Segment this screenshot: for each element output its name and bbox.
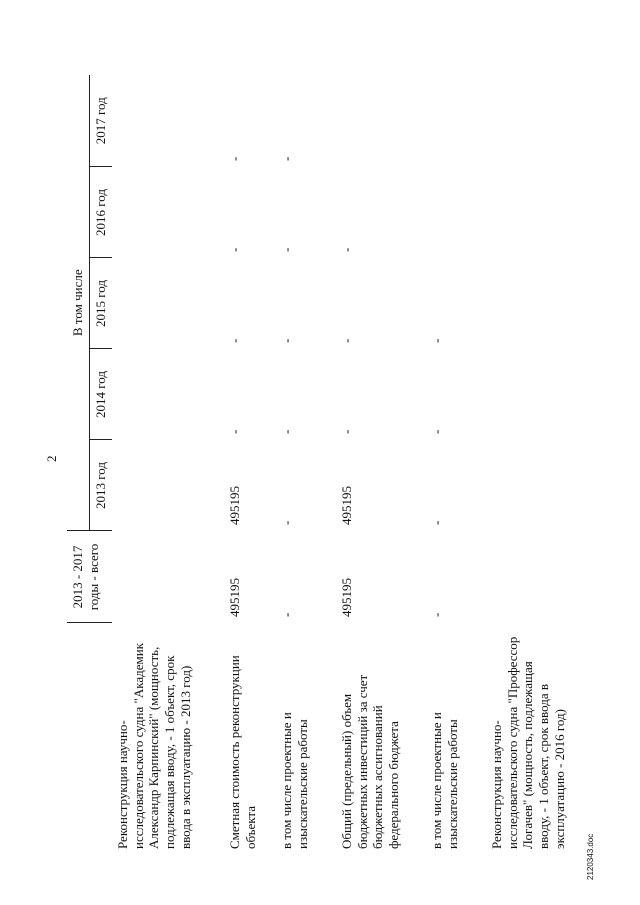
table-row (224, 75, 276, 855)
cell-2014: - (226, 429, 242, 434)
cell-2015: - (428, 338, 444, 343)
cell-2013: 495195 (338, 486, 354, 525)
page-number: 2 (44, 455, 59, 462)
cell-2015: - (226, 338, 242, 343)
table-row (426, 75, 486, 855)
cell-2013: - (428, 520, 444, 525)
cell-2013: - (278, 520, 294, 525)
header-year: 2016 год (89, 167, 111, 258)
cell-2017: - (278, 156, 294, 161)
header-year: 2015 год (89, 258, 111, 349)
table-row (486, 75, 571, 855)
cell-2017 (486, 75, 571, 167)
cell-total (486, 531, 571, 623)
cell-2017: - (226, 156, 242, 161)
cell-2016 (426, 167, 486, 258)
cell-2014: - (428, 429, 444, 434)
cell-total: 495195 (338, 578, 354, 617)
rotated-table-container (67, 75, 582, 855)
table-row (276, 75, 336, 855)
row-label: в том числе проектные и изыскательские работы (278, 712, 310, 849)
header-year: 2014 год (89, 349, 111, 440)
cell-2016: - (278, 247, 294, 252)
cell-total: 495195 (226, 578, 242, 617)
cell-2017 (426, 75, 486, 167)
row-label: Сметная стоимость реконструкции объекта (226, 655, 258, 849)
cell-total: - (278, 612, 294, 617)
header-year: 2017 год (89, 75, 111, 167)
header-year: 2013 год (89, 440, 111, 531)
cell-2016 (486, 167, 571, 258)
header-total: 2013 - 2017 годы - всего (67, 531, 112, 623)
cell-2015 (112, 258, 224, 349)
cell-2014: - (338, 429, 354, 434)
header-in-that-number: В том числе (67, 75, 89, 531)
cell-2014 (486, 349, 571, 440)
table-row (336, 75, 426, 855)
cell-2014 (112, 349, 224, 440)
row-label: в том числе проектные и изыскательские работы (428, 712, 460, 849)
cell-2017 (112, 75, 224, 167)
cell-2016: - (338, 247, 354, 252)
cell-total: - (428, 612, 444, 617)
cell-2015: - (278, 338, 294, 343)
cell-2016: - (226, 247, 242, 252)
table-row (112, 75, 224, 855)
cell-2013: 495195 (226, 486, 242, 525)
cell-2013 (112, 440, 224, 531)
cell-2017 (336, 75, 426, 167)
cell-2016 (112, 167, 224, 258)
cell-total (112, 531, 224, 623)
row-label: Реконструкция научно-исследовательского судна "Профессор Логачев" (мощность, подлежащая вводу, - 1 объект, срок ввода в эксплуатацию - 2016 год) (488, 636, 568, 849)
investment-table (67, 75, 571, 855)
header-blank (67, 623, 112, 855)
cell-2014: - (278, 429, 294, 434)
cell-2015 (486, 258, 571, 349)
row-label: Реконструкция научно-исследовательского судна "Академик Александр Карпинский" (мощность, подлежащая вводу, - 1 объект, срок ввода в эксплуатацию - 2013 год) (114, 643, 194, 849)
document-id: 2120343.doc (586, 833, 595, 880)
cell-2013 (486, 440, 571, 531)
row-label: Общий (предельный) объем бюджетных инвестиций за счет бюджетных ассигнований федерального бюджета (338, 674, 402, 849)
cell-2015: - (338, 338, 354, 343)
